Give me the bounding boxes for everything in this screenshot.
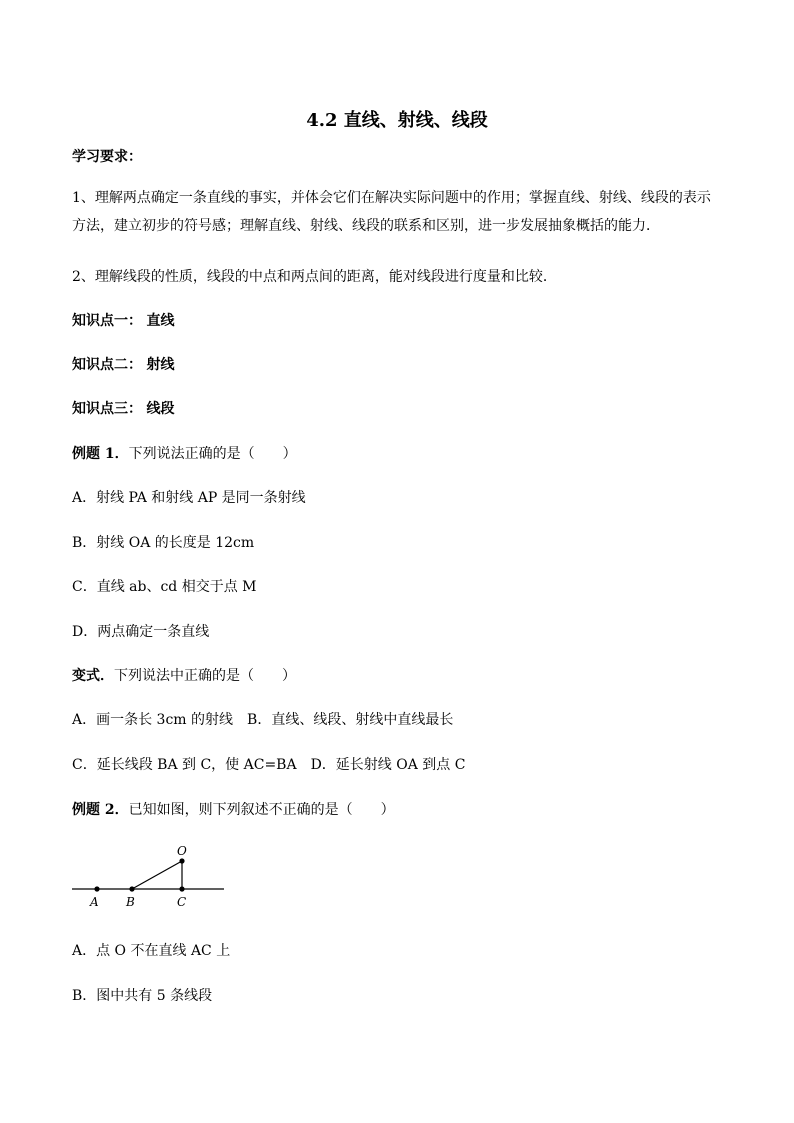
requirements-heading: 学习要求： [72, 149, 142, 165]
example-1-label: 例题 1． [72, 446, 129, 462]
point-label-c: C [177, 895, 187, 909]
point-b [129, 886, 134, 891]
variant-text: 下列说法中正确的是（ ） [114, 668, 296, 684]
variant-options-line-2: C．延长线段 BA 到 C，使 AC=BA D．延长射线 OA 到点 C [72, 757, 466, 773]
knowledge-point-label: 知识点三： [72, 401, 142, 417]
example-2-option-b: B．图中共有 5 条线段 [72, 988, 213, 1004]
example-1-text: 下列说法正确的是（ ） [128, 446, 297, 462]
example-1-option-c: C．直线 ab、cd 相交于点 M [72, 579, 257, 595]
example-1-question [72, 443, 297, 463]
page-title: 4.2 直线、射线、线段 [306, 110, 488, 131]
point-a [94, 886, 99, 891]
example-2-question [72, 799, 395, 819]
segment-bo [132, 861, 182, 889]
example-1-option-a: A．射线 PA 和射线 AP 是同一条射线 [72, 490, 306, 506]
example-2-label: 例题 2． [72, 802, 129, 818]
knowledge-point-topic: 直线 [146, 313, 175, 329]
knowledge-point-1 [72, 310, 174, 330]
variant-question [72, 665, 296, 685]
example-1-option-d: D．两点确定一条直线 [72, 624, 210, 640]
geometry-figure [68, 838, 233, 914]
variant-options-line-1: A．画一条长 3cm 的射线 B．直线、线段、射线中直线最长 [72, 712, 454, 728]
knowledge-point-label: 知识点二： [72, 357, 142, 373]
example-2-text: 已知如图，则下列叙述不正确的是（ ） [128, 802, 395, 818]
knowledge-point-topic: 线段 [146, 401, 175, 417]
point-label-a: A [90, 895, 99, 909]
knowledge-point-2 [72, 354, 174, 374]
example-2-option-a: A．点 O 不在直线 AC 上 [72, 943, 231, 959]
variant-label: 变式． [72, 668, 114, 684]
point-o [179, 858, 184, 863]
knowledge-point-topic: 射线 [146, 357, 175, 373]
requirement-item-2: 2、理解线段的性质，线段的中点和两点间的距离，能对线段进行度量和比较． [72, 269, 557, 285]
point-c [179, 886, 184, 891]
point-label-b: B [126, 895, 135, 909]
knowledge-point-3 [72, 398, 174, 418]
example-1-option-b: B．射线 OA 的长度是 12cm [72, 535, 255, 551]
knowledge-point-label: 知识点一： [72, 313, 142, 329]
point-label-o: O [177, 844, 187, 858]
requirement-item-1: 1、理解两点确定一条直线的事实，并体会它们在解决实际问题中的作用；掌握直线、射线、线段的表示方法，建立初步的符号感；理解直线、射线、线段的联系和区别，进一步发展抽象概括的能力． [72, 190, 711, 234]
